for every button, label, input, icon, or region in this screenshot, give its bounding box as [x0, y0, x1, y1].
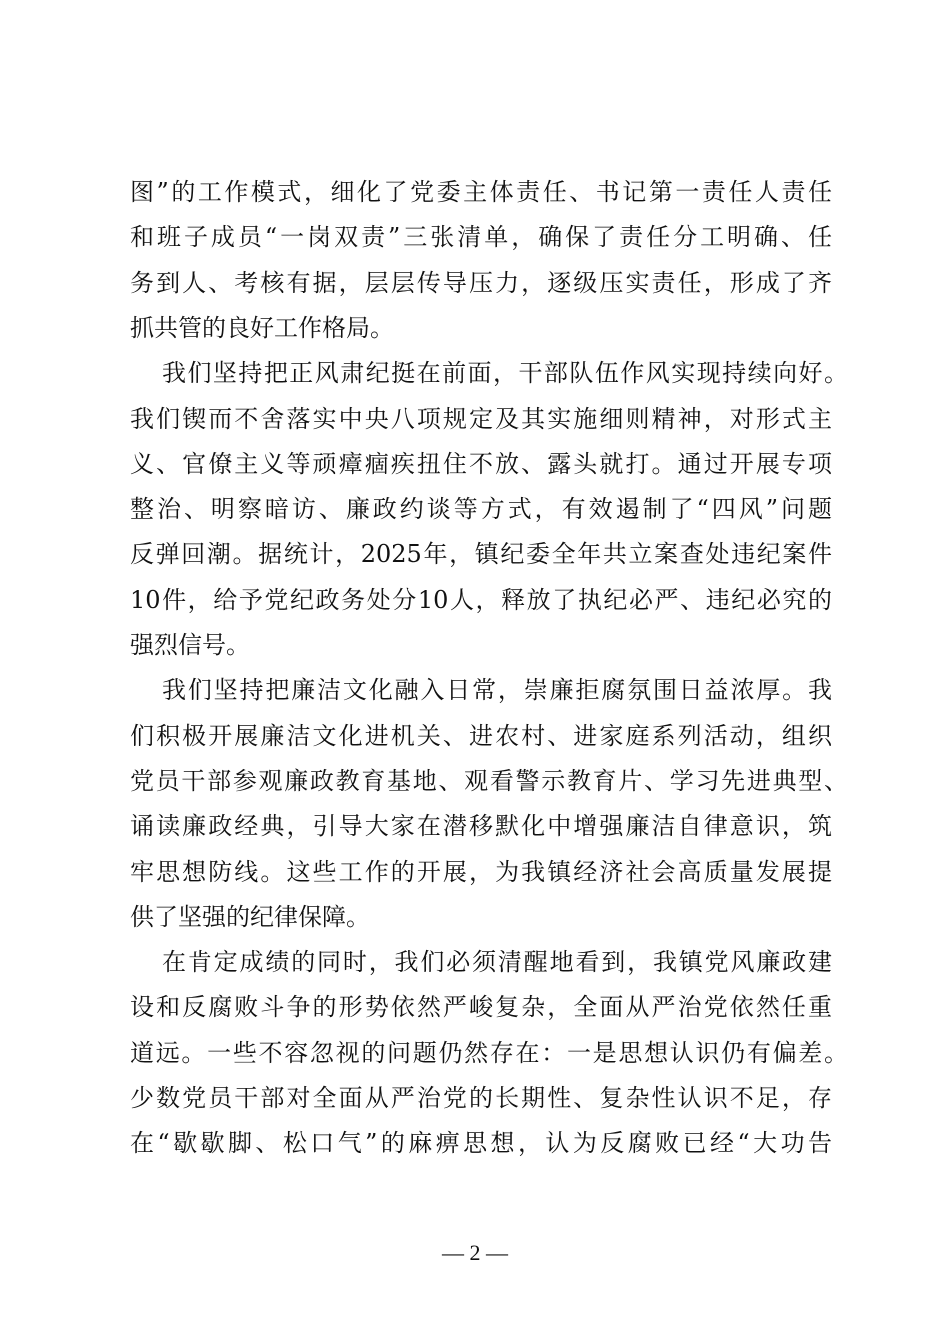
text-line: 在“歇歇脚、松口气”的麻痹思想，认为反腐败已经“大功告: [130, 1129, 832, 1158]
text-line: 供了坚强的纪律保障。: [130, 902, 370, 931]
text-line: 反弹回潮。据统计，2025年，镇纪委全年共立案查处违纪案件: [130, 540, 832, 569]
text-line: 诵读廉政经典，引导大家在潜移默化中增强廉洁自律意识，筑: [130, 812, 832, 841]
text-line: 少数党员干部对全面从严治党的长期性、复杂性认识不足，存: [130, 1084, 832, 1112]
text-line: 强烈信号。: [130, 631, 250, 659]
text-line: 们积极开展廉洁文化进机关、进农村、进家庭系列活动，组织: [130, 721, 832, 750]
text-line: 道远。一些不容忽视的问题仍然存在：一是思想认识仍有偏差。: [130, 1038, 848, 1067]
text-line: 图”的工作模式，细化了党委主体责任、书记第一责任人责任: [130, 178, 832, 206]
text-line: 抓共管的良好工作格局。: [130, 313, 394, 342]
text-line: 我们坚持把正风肃纪挺在前面，干部队伍作风实现持续向好。: [162, 359, 848, 388]
text-line: 义、官僚主义等顽瘴痼疾扭住不放、露头就打。通过开展专项: [130, 449, 832, 478]
text-line: 我们坚持把廉洁文化融入日常，崇廉拒腐氛围日益浓厚。我: [162, 676, 832, 705]
text-line: 在肯定成绩的同时，我们必须清醒地看到，我镇党风廉政建: [162, 948, 832, 977]
text-line: 10件，给予党纪政务处分10人，释放了执纪必严、违纪必究的: [130, 585, 832, 614]
page-number: — 2 —: [442, 1240, 508, 1265]
text-line: 我们锲而不舍落实中央八项规定及其实施细则精神，对形式主: [130, 404, 832, 433]
text-line: 设和反腐败斗争的形势依然严峻复杂，全面从严治党依然任重: [130, 993, 832, 1022]
text-line: 整治、明察暗访、廉政约谈等方式，有效遏制了“四风”问题: [130, 495, 832, 524]
text-line: 务到人、考核有据，层层传导压力，逐级压实责任，形成了齐: [130, 268, 832, 297]
text-line: 和班子成员“一岗双责”三张清单，确保了责任分工明确、任: [130, 223, 832, 252]
text-line: 党员干部参观廉政教育基地、观看警示教育片、学习先进典型、: [130, 766, 848, 795]
text-line: 牢思想防线。这些工作的开展，为我镇经济社会高质量发展提: [130, 857, 832, 886]
